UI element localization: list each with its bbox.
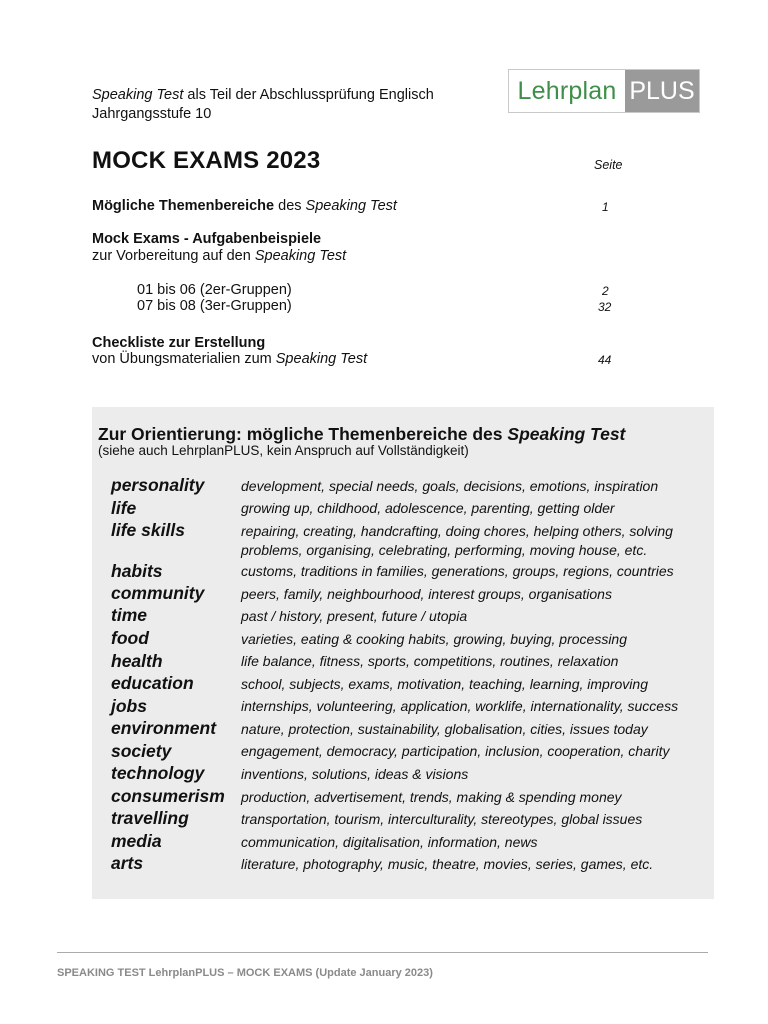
toc-themes-mid: des [274, 198, 306, 214]
orientation-title-pre: Zur Orientierung: mögliche Themenbereiche des [98, 424, 508, 444]
topic-desc: repairing, creating, handcrafting, doing chores, helping others, solving problems, organising, celebrating, performing, moving house, etc. [241, 523, 673, 558]
toc-check-sub [92, 351, 367, 367]
logo-lehrplan: Lehrplan [517, 76, 617, 105]
toc-group-1-page: 2 [602, 284, 609, 298]
intro-rest: als Teil der Abschlussprüfung Englisch [183, 87, 434, 103]
toc-group-2: 07 bis 08 (3er-Gruppen) [137, 298, 292, 314]
orientation-subtitle: (siehe auch LehrplanPLUS, kein Anspruch auf Vollständigkeit) [98, 443, 469, 458]
topic-name: jobs [111, 696, 147, 716]
topic-desc: internships, volunteering, application, worklife, internationality, success [241, 698, 679, 714]
topic-name: environment [111, 718, 217, 738]
topic-desc: development, special needs, goals, decisions, emotions, inspiration [241, 478, 659, 494]
topic-desc: life balance, fitness, sports, competitions, routines, relaxation [241, 653, 619, 669]
toc-group-1: 01 bis 06 (2er-Gruppen) [137, 282, 292, 298]
footer-divider [57, 952, 708, 953]
topic-desc: growing up, childhood, adolescence, parenting, getting older [241, 500, 615, 516]
toc-check-heading: Checkliste zur Erstellung [92, 335, 266, 351]
topic-name: technology [111, 763, 205, 783]
topic-name: media [111, 831, 162, 851]
topic-desc: past / history, present, future / utopia [241, 608, 468, 624]
topic-desc: peers, family, neighbourhood, interest groups, organisations [241, 586, 612, 602]
intro-line2: Jahrgangsstufe 10 [92, 106, 212, 122]
toc-check-sub-pre: von Übungsmaterialien zum [92, 351, 276, 367]
page-title: MOCK EXAMS 2023 [92, 147, 321, 174]
page-footer: SPEAKING TEST LehrplanPLUS – MOCK EXAMS (Update January 2023) [57, 967, 433, 979]
topic-name: society [111, 741, 172, 761]
topic-desc: varieties, eating & cooking habits, growing, buying, processing [241, 631, 627, 647]
toc-themes-bold: Mögliche Themenbereiche [92, 198, 275, 214]
topic-name: life skills [111, 520, 185, 540]
topic-desc: literature, photography, music, theatre, movies, series, games, etc. [241, 856, 654, 872]
topic-desc: inventions, solutions, ideas & visions [241, 766, 469, 782]
topic-desc: nature, protection, sustainability, globalisation, cities, issues today [241, 721, 648, 737]
page-column-heading: Seite [594, 158, 623, 172]
topic-name: life [111, 498, 137, 518]
topic-name: community [111, 583, 205, 603]
topic-name: health [111, 651, 163, 671]
topic-name: food [111, 628, 149, 648]
orientation-title [98, 424, 625, 445]
topic-name: education [111, 673, 194, 693]
topic-desc: transportation, tourism, interculturality, stereotypes, global issues [241, 811, 643, 827]
toc-mock-sub [92, 248, 346, 264]
topic-name: time [111, 605, 147, 625]
topic-desc: communication, digitalisation, information, news [241, 834, 538, 850]
topic-name: arts [111, 853, 144, 873]
logo-plus: PLUS [625, 70, 699, 112]
toc-mock-sub-italic: Speaking Test [254, 248, 347, 264]
topic-name: habits [111, 561, 163, 581]
intro-italic: Speaking Test [92, 87, 184, 103]
lehrplanplus-logo [508, 69, 700, 113]
topic-name: consumerism [111, 786, 225, 806]
topic-desc: school, subjects, exams, motivation, teaching, learning, improving [241, 676, 648, 692]
intro-text [92, 86, 434, 124]
toc-mock-sub-pre: zur Vorbereitung auf den [92, 248, 255, 264]
topic-desc: production, advertisement, trends, making & spending money [241, 789, 622, 805]
orientation-title-italic: Speaking Test [507, 424, 626, 444]
toc-check-sub-italic: Speaking Test [275, 351, 368, 367]
toc-group-2-page: 32 [598, 300, 612, 314]
topic-desc: customs, traditions in families, generations, groups, regions, countries [241, 563, 674, 579]
toc-themes-page: 1 [602, 200, 609, 214]
topic-name: personality [111, 475, 205, 495]
toc-mock-heading: Mock Exams - Aufgabenbeispiele [92, 231, 322, 247]
topic-desc: engagement, democracy, participation, inclusion, cooperation, charity [241, 743, 670, 759]
toc-themes [92, 198, 397, 214]
topic-name: travelling [111, 808, 189, 828]
toc-check-page: 44 [598, 353, 612, 367]
toc-themes-italic: Speaking Test [305, 198, 397, 214]
